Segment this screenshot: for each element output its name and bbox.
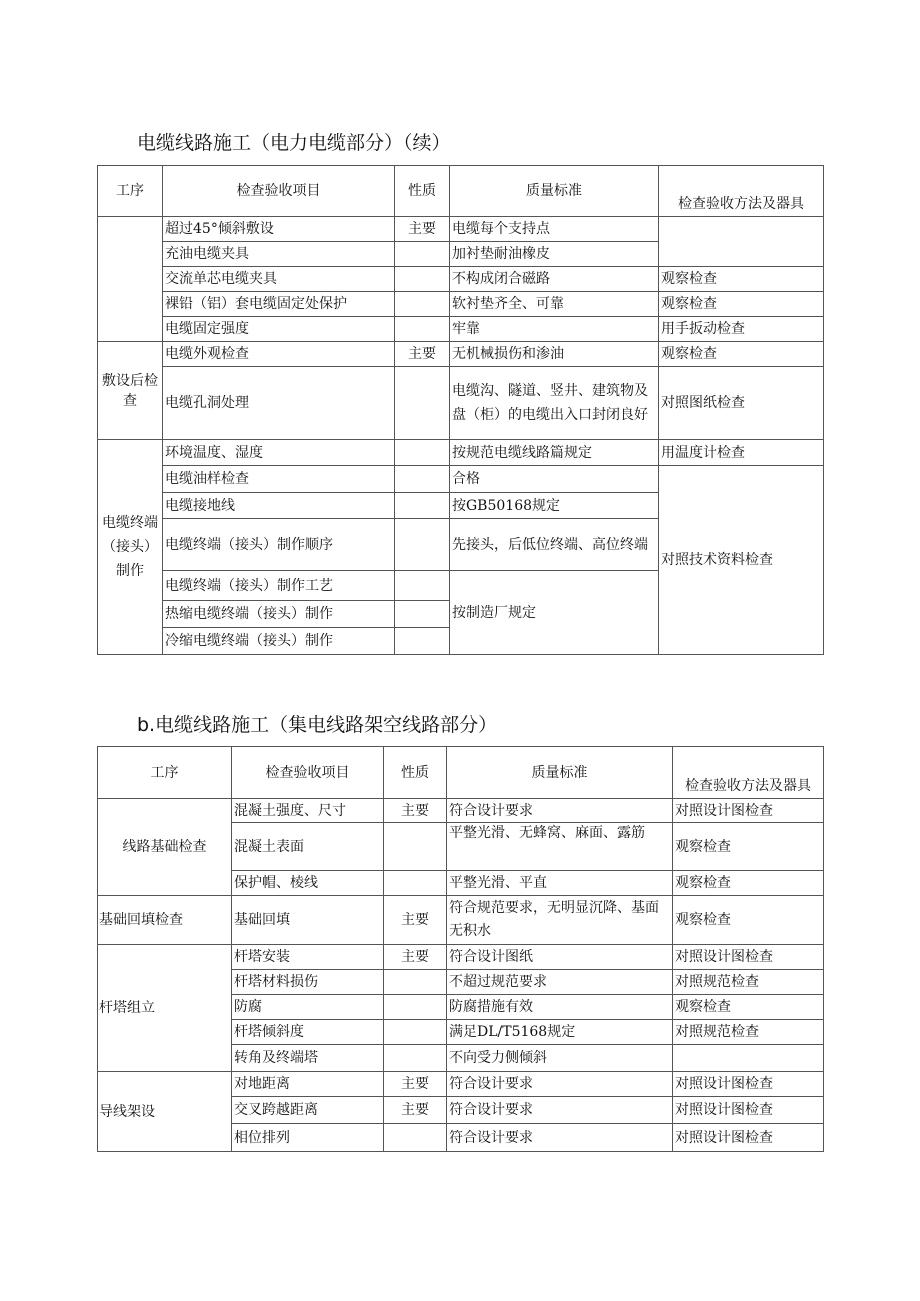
nature-cell (395, 267, 450, 292)
table-row (98, 317, 824, 342)
process-cell: 线路基础检查 (98, 799, 232, 896)
method-cell: 观察检查 (673, 871, 824, 896)
standard-cell: 不构成闭合磁路 (450, 267, 659, 292)
standard-cell: 无机械损伤和渗油 (450, 342, 659, 367)
item-cell: 电缆油样检查 (163, 466, 395, 493)
method-cell: 对照规范检查 (673, 1020, 824, 1045)
standard-cell: 不超过规范要求 (447, 970, 673, 995)
nature-cell: 主要 (395, 217, 450, 242)
item-cell: 相位排列 (232, 1124, 384, 1152)
item-cell: 防腐 (232, 995, 384, 1020)
nature-cell (384, 823, 447, 871)
header-standard: 质量标准 (450, 166, 659, 217)
nature-cell (395, 571, 450, 601)
method-cell: 观察检查 (659, 292, 824, 317)
table-row (98, 367, 824, 440)
standard-cell: 合格 (450, 466, 659, 493)
item-cell: 超过45°倾斜敷设 (163, 217, 395, 242)
header-standard: 质量标准 (447, 747, 673, 799)
nature-cell (395, 367, 450, 440)
standard-cell: 平整光滑、无蜂窝、麻面、露筋 (447, 823, 673, 871)
item-cell: 交流单芯电缆夹具 (163, 267, 395, 292)
item-cell: 裸铅（铝）套电缆固定处保护 (163, 292, 395, 317)
item-cell: 电缆固定强度 (163, 317, 395, 342)
item-cell: 基础回填 (232, 896, 384, 945)
nature-cell (384, 871, 447, 896)
method-cell: 对照设计图检查 (673, 799, 824, 823)
method-cell: 对照设计图检查 (673, 1072, 824, 1097)
nature-cell (384, 1045, 447, 1072)
nature-cell: 主要 (384, 896, 447, 945)
header-nature: 性质 (395, 166, 450, 217)
table-row (98, 267, 824, 292)
section2-table (97, 746, 824, 1152)
header-item: 检查验收项目 (232, 747, 384, 799)
method-cell: 对照设计图检查 (673, 945, 824, 970)
item-cell: 电缆终端（接头）制作工艺 (163, 571, 395, 601)
item-cell: 混凝土强度、尺寸 (232, 799, 384, 823)
nature-cell (384, 1020, 447, 1045)
method-cell: 观察检查 (659, 267, 824, 292)
nature-cell (384, 1124, 447, 1152)
standard-cell: 不向受力侧倾斜 (447, 1045, 673, 1072)
standard-cell: 符合设计要求 (447, 799, 673, 823)
table-row (98, 945, 824, 970)
standard-cell: 平整光滑、平直 (447, 871, 673, 896)
nature-cell (395, 493, 450, 519)
nature-cell (395, 466, 450, 493)
table-header-row (98, 747, 824, 799)
standard-cell: 防腐措施有效 (447, 995, 673, 1020)
method-cell: 对照图纸检查 (659, 367, 824, 440)
nature-cell: 主要 (395, 342, 450, 367)
table-row (98, 342, 824, 367)
header-process: 工序 (98, 747, 232, 799)
process-cell: 导线架设 (98, 1072, 232, 1152)
nature-cell (395, 601, 450, 628)
section1-table (97, 165, 824, 655)
standard-cell: 加衬垫耐油橡皮 (450, 242, 659, 267)
standard-cell: 符合设计要求 (447, 1072, 673, 1097)
item-cell: 环境温度、湿度 (163, 440, 395, 466)
header-item: 检查验收项目 (163, 166, 395, 217)
standard-cell: 按制造厂规定 (450, 571, 659, 655)
nature-cell: 主要 (384, 945, 447, 970)
standard-cell: 先接头，后低位终端、高位终端 (450, 519, 659, 571)
process-cell: 电缆终端（接头）制作 (98, 440, 163, 655)
header-process: 工序 (98, 166, 163, 217)
process-cell: 基础回填检查 (98, 896, 232, 945)
item-cell: 杆塔安装 (232, 945, 384, 970)
nature-cell (384, 995, 447, 1020)
nature-cell: 主要 (384, 799, 447, 823)
table-row (98, 292, 824, 317)
item-cell: 混凝土表面 (232, 823, 384, 871)
item-cell: 电缆外观检查 (163, 342, 395, 367)
table-row (98, 1072, 824, 1097)
section1-title: 电缆线路施工（电力电缆部分）（续） (137, 132, 451, 154)
header-nature: 性质 (384, 747, 447, 799)
nature-cell (395, 440, 450, 466)
nature-cell (384, 970, 447, 995)
section2-title: b.电缆线路施工（集电线路架空线路部分） (137, 714, 498, 736)
standard-cell: 电缆沟、隧道、竖井、建筑物及盘（柜）的电缆出入口封闭良好 (450, 367, 659, 440)
nature-cell (395, 317, 450, 342)
table-row (98, 217, 824, 242)
method-cell: 观察检查 (659, 342, 824, 367)
method-cell: 观察检查 (673, 823, 824, 871)
table-header-row (98, 166, 824, 217)
table-row (98, 896, 824, 945)
standard-cell: 电缆每个支持点 (450, 217, 659, 242)
process-cell: 杆塔组立 (98, 945, 232, 1072)
standard-cell: 按规范电缆线路篇规定 (450, 440, 659, 466)
item-cell: 冷缩电缆终端（接头）制作 (163, 628, 395, 655)
table-row (98, 799, 824, 823)
standard-cell: 牢靠 (450, 317, 659, 342)
process-cell (98, 217, 163, 342)
standard-cell: 符合设计要求 (447, 1097, 673, 1124)
item-cell: 热缩电缆终端（接头）制作 (163, 601, 395, 628)
method-cell: 对照设计图检查 (673, 1097, 824, 1124)
nature-cell (395, 292, 450, 317)
standard-cell: 符合设计要求 (447, 1124, 673, 1152)
standard-cell: 符合规范要求，无明显沉降、基面无积水 (447, 896, 673, 945)
method-cell: 对照技术资料检查 (659, 466, 824, 655)
standard-cell: 满足DL/T5168规定 (447, 1020, 673, 1045)
method-cell: 对照规范检查 (673, 970, 824, 995)
item-cell: 充油电缆夹具 (163, 242, 395, 267)
header-method: 检查验收方法及器具 (673, 747, 824, 799)
method-cell: 用手扳动检查 (659, 317, 824, 342)
nature-cell (395, 628, 450, 655)
item-cell: 电缆接地线 (163, 493, 395, 519)
standard-cell: 软衬垫齐全、可靠 (450, 292, 659, 317)
method-cell: 观察检查 (673, 995, 824, 1020)
process-cell: 敷设后检查 (98, 342, 163, 440)
method-cell (673, 1045, 824, 1072)
nature-cell: 主要 (384, 1072, 447, 1097)
table-row (98, 466, 824, 493)
item-cell: 杆塔倾斜度 (232, 1020, 384, 1045)
item-cell: 转角及终端塔 (232, 1045, 384, 1072)
nature-cell (395, 242, 450, 267)
standard-cell: 按GB50168规定 (450, 493, 659, 519)
item-cell: 交叉跨越距离 (232, 1097, 384, 1124)
table-row (98, 440, 824, 466)
method-cell: 对照设计图检查 (673, 1124, 824, 1152)
standard-cell: 符合设计图纸 (447, 945, 673, 970)
method-cell (659, 217, 824, 267)
item-cell: 杆塔材料损伤 (232, 970, 384, 995)
item-cell: 保护帽、棱线 (232, 871, 384, 896)
item-cell: 电缆孔洞处理 (163, 367, 395, 440)
item-cell: 对地距离 (232, 1072, 384, 1097)
nature-cell (395, 519, 450, 571)
nature-cell: 主要 (384, 1097, 447, 1124)
method-cell: 观察检查 (673, 896, 824, 945)
item-cell: 电缆终端（接头）制作顺序 (163, 519, 395, 571)
method-cell: 用温度计检查 (659, 440, 824, 466)
header-method: 检查验收方法及器具 (659, 166, 824, 217)
